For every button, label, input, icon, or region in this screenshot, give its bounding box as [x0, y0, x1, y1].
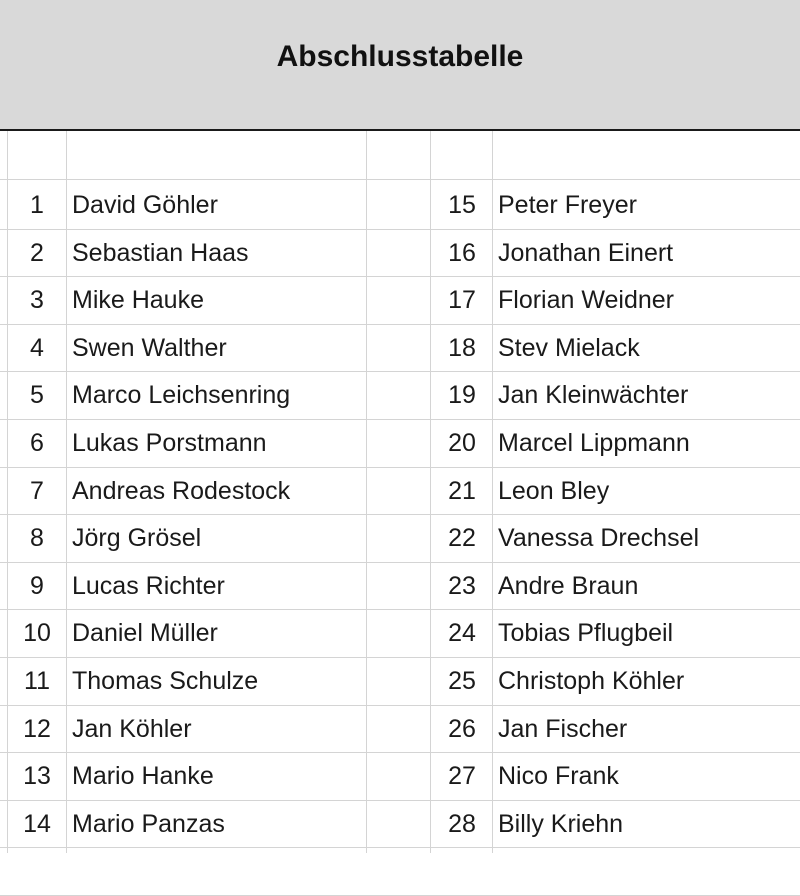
name-cell[interactable]: Jan Köhler — [72, 715, 192, 743]
name-cell[interactable]: Swen Walther — [72, 334, 227, 362]
rank-cell[interactable]: 1 — [30, 191, 44, 219]
name-cell[interactable]: Vanessa Drechsel — [498, 524, 700, 552]
rank-cell[interactable]: 9 — [30, 572, 44, 600]
name-cell[interactable]: Andreas Rodestock — [72, 477, 291, 505]
rank-cell[interactable]: 12 — [23, 715, 51, 743]
rank-cell[interactable]: 19 — [448, 381, 476, 409]
rank-cell[interactable]: 5 — [30, 381, 44, 409]
rank-cell[interactable]: 10 — [23, 619, 51, 647]
row-divider — [0, 179, 800, 180]
name-cell[interactable]: Sebastian Haas — [72, 239, 249, 267]
name-cell[interactable]: Nico Frank — [498, 762, 619, 790]
name-cell[interactable]: Thomas Schulze — [72, 667, 259, 695]
name-cell[interactable]: Mario Panzas — [72, 810, 225, 838]
name-cell[interactable]: Mike Hauke — [72, 286, 204, 314]
rank-cell[interactable]: 13 — [23, 762, 51, 790]
name-cell[interactable]: Marcel Lippmann — [498, 429, 690, 457]
rank-cell[interactable]: 18 — [448, 334, 476, 362]
rank-cell[interactable]: 3 — [30, 286, 44, 314]
rank-cell[interactable]: 17 — [448, 286, 476, 314]
rank-cell[interactable]: 7 — [30, 477, 44, 505]
name-cell[interactable]: Peter Freyer — [498, 191, 637, 219]
name-cell[interactable]: Leon Bley — [498, 477, 610, 505]
rank-cell[interactable]: 4 — [30, 334, 44, 362]
name-cell[interactable]: Christoph Köhler — [498, 667, 685, 695]
header-banner — [0, 0, 800, 131]
rank-cell[interactable]: 27 — [448, 762, 476, 790]
name-cell[interactable]: Marco Leichsenring — [72, 381, 291, 409]
rank-cell[interactable]: 26 — [448, 715, 476, 743]
rank-cell[interactable]: 28 — [448, 810, 476, 838]
name-cell[interactable]: Florian Weidner — [498, 286, 675, 314]
rank-cell[interactable]: 24 — [448, 619, 476, 647]
name-cell[interactable]: Daniel Müller — [72, 619, 218, 647]
table-title: Abschlusstabelle — [276, 40, 524, 73]
rank-cell[interactable]: 25 — [448, 667, 476, 695]
rank-cell[interactable]: 6 — [30, 429, 44, 457]
name-cell[interactable]: Jan Fischer — [498, 715, 628, 743]
rank-cell[interactable]: 16 — [448, 239, 476, 267]
name-cell[interactable]: Jan Kleinwächter — [498, 381, 689, 409]
name-cell[interactable]: Jörg Grösel — [72, 524, 202, 552]
name-cell[interactable]: Lukas Porstmann — [72, 429, 267, 457]
rank-cell[interactable]: 8 — [30, 524, 44, 552]
name-cell[interactable]: Billy Kriehn — [498, 810, 624, 838]
rank-cell[interactable]: 11 — [24, 667, 50, 695]
name-cell[interactable]: Stev Mielack — [498, 334, 640, 362]
rank-cell[interactable]: 21 — [448, 477, 476, 505]
rank-cell[interactable]: 2 — [30, 239, 44, 267]
name-cell[interactable]: Mario Hanke — [72, 762, 214, 790]
column-divider — [66, 131, 67, 853]
column-divider — [366, 131, 367, 853]
name-cell[interactable]: Tobias Pflugbeil — [498, 619, 674, 647]
rank-cell[interactable]: 22 — [448, 524, 476, 552]
name-cell[interactable]: Jonathan Einert — [498, 239, 674, 267]
rank-cell[interactable]: 23 — [448, 572, 476, 600]
name-cell[interactable]: David Göhler — [72, 191, 218, 219]
name-cell[interactable]: Lucas Richter — [72, 572, 225, 600]
rank-cell[interactable]: 14 — [23, 810, 51, 838]
rank-cell[interactable]: 15 — [448, 191, 476, 219]
name-cell[interactable]: Andre Braun — [498, 572, 639, 600]
rank-cell[interactable]: 20 — [448, 429, 476, 457]
spreadsheet-grid — [0, 131, 800, 853]
